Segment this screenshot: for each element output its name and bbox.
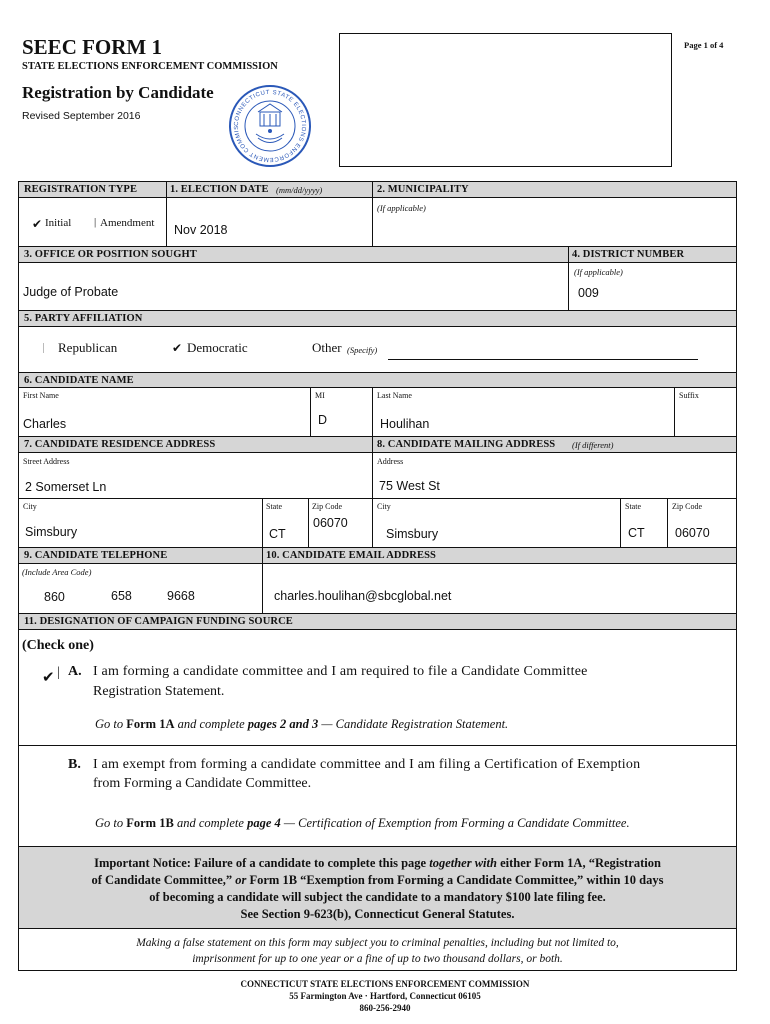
check-icon: ✔ — [172, 341, 183, 355]
received-stamp-box — [339, 33, 672, 167]
email-label: 10. CANDIDATE EMAIL ADDRESS — [266, 550, 436, 561]
mailing-zip-label: Zip Code — [672, 502, 702, 511]
mailing-label: 8. CANDIDATE MAILING ADDRESS — [377, 439, 556, 450]
check-one-label: (Check one) — [22, 638, 94, 653]
republican-label: Republican — [58, 340, 118, 355]
amendment-label: Amendment — [100, 217, 155, 229]
street-label: Street Address — [23, 457, 70, 466]
footer-address: 55 Farmington Ave · Hartford, Connecticut 06105 — [289, 991, 481, 1001]
option-a-text-1: I am forming a candidate committee and I am required to file a Candidate Committee — [93, 664, 588, 679]
mailing-address-field[interactable]: 75 West St — [379, 479, 440, 493]
phone-prefix-field[interactable]: 658 — [111, 589, 132, 603]
mailing-city-field[interactable]: Simsbury — [386, 527, 439, 541]
municipality-field[interactable] — [380, 223, 730, 239]
registration-type-label: REGISTRATION TYPE — [24, 184, 138, 195]
mailing-state-field[interactable]: CT — [628, 526, 645, 540]
mailing-city-label: City — [377, 502, 391, 511]
mailing-hint: (If different) — [572, 440, 614, 450]
footer-agency: CONNECTICUT STATE ELECTIONS ENFORCEMENT COMMISSION — [240, 979, 530, 989]
zip-label: Zip Code — [312, 502, 342, 511]
mi-field[interactable]: D — [318, 413, 328, 427]
check-icon: ✔ — [42, 668, 55, 686]
email-field[interactable]: charles.houlihan@sbcglobal.net — [274, 589, 452, 603]
funding-label: 11. DESIGNATION OF CAMPAIGN FUNDING SOURCE — [24, 616, 293, 627]
initial-label: Initial — [45, 217, 72, 229]
city-field[interactable]: Simsbury — [25, 525, 78, 539]
option-b-instruction: Go to Form 1B and complete page 4 — Certification of Exemption from Forming a Candidate Committee. — [95, 816, 630, 830]
option-a-letter: A. — [68, 664, 82, 679]
office-label: 3. OFFICE OR POSITION SOUGHT — [24, 249, 197, 260]
telephone-label: 9. CANDIDATE TELEPHONE — [24, 550, 168, 561]
other-party-field[interactable] — [388, 344, 698, 360]
suffix-field[interactable] — [680, 417, 730, 433]
page-number: Page 1 of 4 — [684, 40, 724, 50]
seal-ring-text: CONNECTICUT STATE ELECTIONS ENFORCEMENT COMMIS — [233, 89, 307, 163]
last-name-label: Last Name — [377, 391, 412, 400]
first-name-field[interactable]: Charles — [23, 417, 67, 431]
zip-field[interactable]: 06070 — [313, 516, 348, 530]
important-notice — [19, 846, 736, 929]
party-label: 5. PARTY AFFILIATION — [24, 313, 143, 324]
mailing-state-label: State — [625, 502, 641, 511]
district-hint: (If applicable) — [574, 267, 623, 277]
commission-seal — [228, 84, 312, 168]
check-icon: ✔ — [32, 217, 43, 231]
notice-line-2: of Candidate Committee,” or Form 1B “Exemption from Forming a Candidate Committee,” within 10 days — [91, 873, 664, 887]
democratic-label: Democratic — [187, 340, 248, 355]
municipality-label: 2. MUNICIPALITY — [377, 184, 469, 195]
option-a-box-icon: | — [57, 665, 60, 680]
state-label: State — [266, 502, 282, 511]
penalty-warning-2: imprisonment for up to one year or a fine of up to two thousand dollars, or both. — [192, 953, 563, 965]
revised-date: Revised September 2016 — [22, 110, 141, 122]
state-field[interactable]: CT — [269, 527, 286, 541]
notice-line-4: See Section 9-623(b), Connecticut General Statutes. — [240, 907, 515, 921]
option-b-letter: B. — [68, 757, 81, 772]
penalty-warning-1: Making a false statement on this form may subject you to criminal penalties, including but not limited to, — [136, 937, 619, 949]
phone-line-field[interactable]: 9668 — [167, 589, 195, 603]
other-label: Other — [312, 340, 342, 355]
form-subtitle: Registration by Candidate — [22, 83, 214, 102]
election-date-label: 1. ELECTION DATE — [170, 184, 269, 195]
option-a-text-2: Registration Statement. — [93, 684, 225, 699]
option-a-instruction: Go to Form 1A and complete pages 2 and 3 — Candidate Registration Statement. — [95, 717, 509, 731]
seal-icon — [228, 84, 312, 168]
republican-box-icon — [43, 343, 44, 353]
election-date-hint: (mm/dd/yyyy) — [276, 185, 323, 195]
mi-label: MI — [315, 391, 325, 400]
other-hint: (Specify) — [347, 345, 378, 355]
phone-area-field[interactable]: 860 — [44, 590, 65, 604]
mailing-address-label: Address — [377, 457, 404, 466]
telephone-hint: (Include Area Code) — [22, 567, 92, 577]
mailing-zip-field[interactable]: 06070 — [675, 526, 710, 540]
office-field[interactable]: Judge of Probate — [23, 285, 119, 299]
option-b-text-2: from Forming a Candidate Committee. — [93, 776, 312, 791]
residence-label: 7. CANDIDATE RESIDENCE ADDRESS — [24, 439, 216, 450]
district-label: 4. DISTRICT NUMBER — [572, 249, 685, 260]
election-date-field[interactable]: Nov 2018 — [174, 223, 228, 237]
agency-name: STATE ELECTIONS ENFORCEMENT COMMISSION — [22, 61, 278, 72]
option-b-text-1: I am exempt from forming a candidate committee and I am filing a Certification of Exemption — [93, 757, 641, 772]
suffix-label: Suffix — [679, 391, 699, 400]
municipality-hint: (If applicable) — [377, 203, 426, 213]
street-field[interactable]: 2 Somerset Ln — [25, 480, 107, 494]
candidate-name-label: 6. CANDIDATE NAME — [24, 375, 134, 386]
notice-line-1: Important Notice: Failure of a candidate to complete this page together with either Form 1A, “Registration — [94, 856, 661, 870]
amendment-box-icon: | — [94, 216, 97, 228]
footer-phone: 860-256-2940 — [359, 1003, 411, 1013]
last-name-field[interactable]: Houlihan — [380, 417, 430, 431]
first-name-label: First Name — [23, 391, 59, 400]
city-label: City — [23, 502, 37, 511]
form-title: SEEC FORM 1 — [22, 35, 163, 59]
district-field[interactable]: 009 — [578, 286, 599, 300]
notice-line-3: of becoming a candidate will subject the candidate to a mandatory $100 late filing fee. — [149, 890, 606, 904]
